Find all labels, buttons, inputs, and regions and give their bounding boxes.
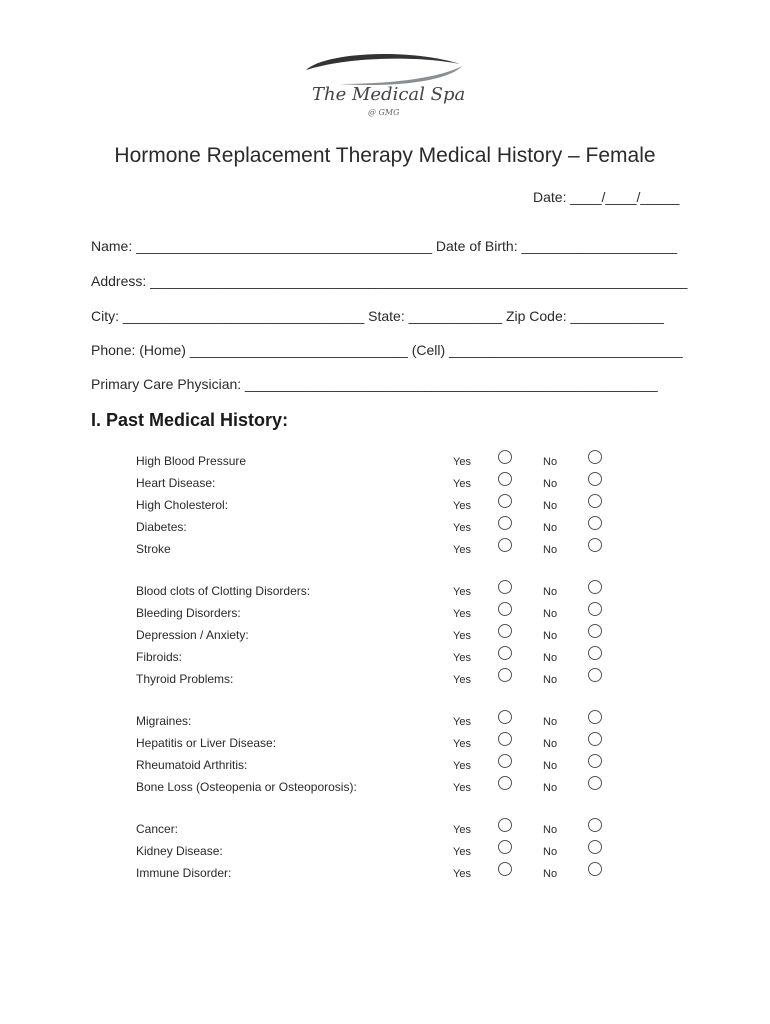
no-label: No [543,478,558,490]
condition-label: High Cholesterol: [136,498,229,512]
condition-row [0,498,770,518]
no-label: No [543,868,558,880]
yes-radio[interactable] [498,624,512,638]
condition-row [0,736,770,756]
section-heading: I. Past Medical History: [91,410,289,430]
no-label: No [543,544,558,556]
yes-radio[interactable] [498,516,512,530]
yes-label: Yes [453,760,471,772]
yes-radio[interactable] [498,580,512,594]
condition-row [0,520,770,540]
no-radio[interactable] [588,602,602,616]
yes-radio[interactable] [498,602,512,616]
yes-label: Yes [453,586,471,598]
yes-label: Yes [453,738,471,750]
condition-label: Diabetes: [136,520,187,534]
no-label: No [543,716,558,728]
yes-radio[interactable] [498,818,512,832]
no-label: No [543,586,558,598]
no-radio[interactable] [588,754,602,768]
physician-field[interactable]: Primary Care Physician: _____________________________________________________ [91,376,658,392]
no-radio[interactable] [588,580,602,594]
condition-label: Cancer: [136,822,179,836]
yes-radio[interactable] [498,472,512,486]
no-label: No [543,456,558,468]
yes-label: Yes [453,456,471,468]
no-radio[interactable] [588,818,602,832]
no-label: No [543,824,558,836]
condition-row [0,606,770,626]
yes-radio[interactable] [498,732,512,746]
yes-label: Yes [453,674,471,686]
no-radio[interactable] [588,646,602,660]
yes-label: Yes [453,868,471,880]
condition-label: Bleeding Disorders: [136,606,241,620]
condition-label: Fibroids: [136,650,183,664]
yes-label: Yes [453,782,471,794]
condition-label: Hepatitis or Liver Disease: [136,736,277,750]
condition-label: Stroke [136,542,171,556]
yes-radio[interactable] [498,646,512,660]
condition-row [0,542,770,562]
yes-label: Yes [453,630,471,642]
condition-row [0,454,770,474]
no-label: No [543,846,558,858]
condition-row [0,714,770,734]
yes-radio[interactable] [498,450,512,464]
condition-label: Heart Disease: [136,476,216,490]
no-radio[interactable] [588,776,602,790]
no-radio[interactable] [588,538,602,552]
no-radio[interactable] [588,450,602,464]
yes-label: Yes [453,522,471,534]
condition-row [0,780,770,800]
no-label: No [543,500,558,512]
date-field[interactable]: Date: ____/____/_____ [533,189,680,205]
condition-label: Bone Loss (Osteopenia or Osteoporosis): [136,780,357,794]
no-label: No [543,738,558,750]
no-radio[interactable] [588,624,602,638]
logo-subtitle: @ GMG [368,108,400,117]
condition-row [0,866,770,886]
no-radio[interactable] [588,732,602,746]
condition-label: High Blood Pressure [136,454,247,468]
yes-radio[interactable] [498,776,512,790]
condition-row [0,758,770,778]
no-label: No [543,782,558,794]
condition-row [0,844,770,864]
no-label: No [543,652,558,664]
condition-row [0,822,770,842]
city-state-zip-field[interactable]: City: _______________________________ State: ____________ Zip Code: ____________ [91,308,664,324]
condition-row [0,650,770,670]
no-radio[interactable] [588,668,602,682]
yes-label: Yes [453,544,471,556]
address-field[interactable]: Address: _____________________________________________________________________ [91,273,688,289]
yes-radio[interactable] [498,494,512,508]
condition-row [0,584,770,604]
no-label: No [543,760,558,772]
condition-label: Blood clots of Clotting Disorders: [136,584,311,598]
condition-row [0,476,770,496]
condition-label: Immune Disorder: [136,866,232,880]
no-label: No [543,630,558,642]
condition-row [0,672,770,692]
no-radio[interactable] [588,862,602,876]
yes-radio[interactable] [498,840,512,854]
yes-radio[interactable] [498,538,512,552]
yes-label: Yes [453,478,471,490]
no-radio[interactable] [588,840,602,854]
no-radio[interactable] [588,710,602,724]
condition-label: Kidney Disease: [136,844,223,858]
logo [300,50,472,124]
name-dob-field[interactable]: Name: ______________________________________ Date of Birth: ____________________ [91,238,678,254]
condition-row [0,628,770,648]
no-radio[interactable] [588,494,602,508]
logo-name: The Medical Spa [312,84,466,105]
no-label: No [543,608,558,620]
yes-radio[interactable] [498,754,512,768]
condition-label: Thyroid Problems: [136,672,234,686]
yes-label: Yes [453,716,471,728]
condition-label: Depression / Anxiety: [136,628,249,642]
page-title: Hormone Replacement Therapy Medical History – Female [114,144,656,167]
no-radio[interactable] [588,516,602,530]
condition-label: Migraines: [136,714,192,728]
yes-label: Yes [453,500,471,512]
yes-label: Yes [453,608,471,620]
no-radio[interactable] [588,472,602,486]
condition-label: Rheumatoid Arthritis: [136,758,248,772]
no-label: No [543,674,558,686]
yes-radio[interactable] [498,710,512,724]
yes-radio[interactable] [498,668,512,682]
yes-label: Yes [453,824,471,836]
yes-radio[interactable] [498,862,512,876]
yes-label: Yes [453,846,471,858]
no-label: No [543,522,558,534]
phone-field[interactable]: Phone: (Home) ____________________________ (Cell) ______________________________ [91,342,683,358]
yes-label: Yes [453,652,471,664]
